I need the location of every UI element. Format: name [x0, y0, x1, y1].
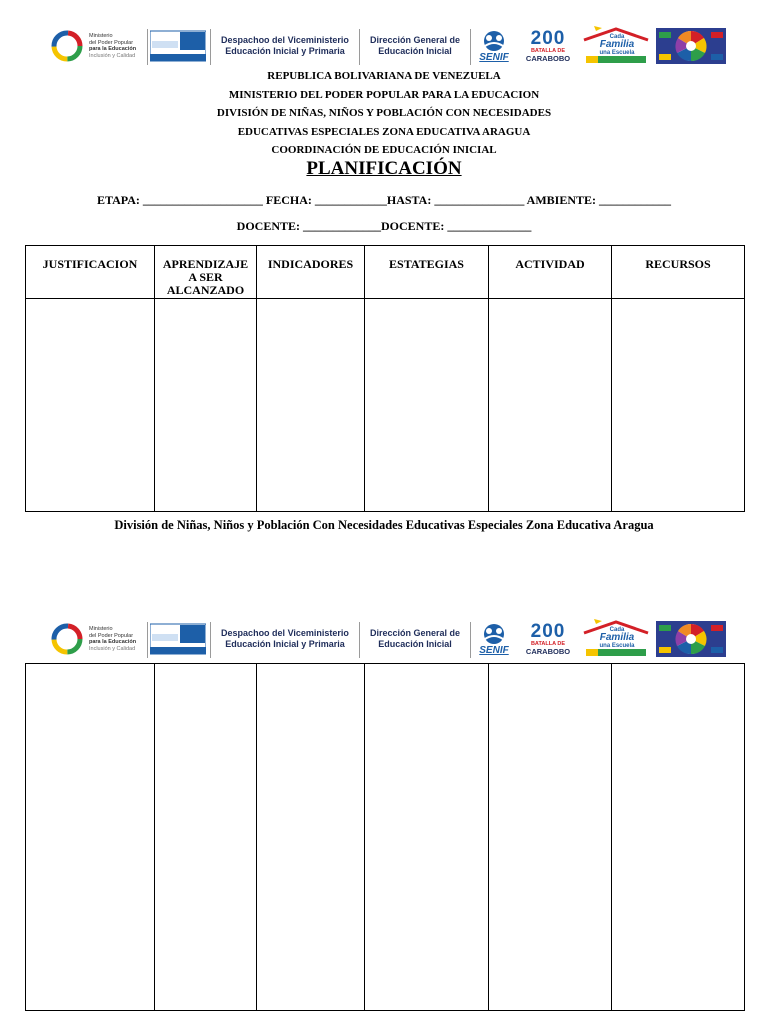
- despacho-line-1: Despachoo del Viceministerio: [221, 35, 349, 45]
- familia-logo: [580, 618, 652, 660]
- table-cell[interactable]: [257, 299, 365, 512]
- column-header: ACTIVIDAD: [489, 246, 612, 299]
- footer-text: División de Niñas, Niños y Población Con Necesidades Educativas Especiales Zona Educativa Aragua: [114, 518, 654, 532]
- column-header: ESTATEGIAS: [365, 246, 489, 299]
- column-header: RECURSOS: [612, 246, 745, 299]
- ministerio-text-2: del Poder Popular: [89, 632, 134, 639]
- planning-table: [25, 245, 745, 512]
- table-cell[interactable]: [489, 664, 612, 1011]
- banner-divider: [470, 29, 471, 65]
- familia-text-1: Cada: [609, 34, 625, 40]
- header-line-2: MINISTERIO DEL PODER POPULAR PARA LA EDUCACION: [228, 88, 540, 101]
- header-line-1: REPUBLICA BOLIVARIANA DE VENEZUELA: [267, 70, 501, 82]
- ministerio-text-2: del Poder Popular: [89, 39, 134, 46]
- banner-divider: [210, 622, 211, 658]
- direccion-text: [361, 618, 469, 660]
- senif-logo: [474, 25, 514, 67]
- ministerio-logo: [48, 25, 146, 67]
- ministerio-sub: Inclusión y Calidad: [89, 645, 136, 652]
- header-line-4: EDUCATIVAS ESPECIALES ZONA EDUCATIVA ARAGUA: [237, 125, 531, 138]
- column-header: JUSTIFICACION: [26, 246, 155, 299]
- familia-text-2: Familia: [599, 632, 635, 643]
- ministerio-text-1: Ministerio: [89, 33, 113, 39]
- despacho-text: [212, 25, 358, 67]
- ciclo-logo: [150, 25, 208, 67]
- senif-logo: [474, 618, 514, 660]
- ciclo-emblem-icon: [150, 622, 206, 656]
- table-header-row: [26, 246, 745, 299]
- banner-divider: [147, 29, 148, 65]
- bicentenario-text-2: CARABOBO: [525, 53, 571, 63]
- table-row: [26, 664, 745, 1011]
- fields-line-1: ETAPA: ____________________ FECHA: ____________HASTA: _______________ AMBIENTE: ____________: [96, 193, 671, 207]
- table-cell[interactable]: [155, 299, 257, 512]
- bicentenario-text-2: CARABOBO: [525, 646, 571, 656]
- direccion-line-2: Educación Inicial: [378, 46, 452, 56]
- despacho-line-1: Despachoo del Viceministerio: [221, 628, 349, 638]
- ministerio-sub: Inclusión y Calidad: [89, 52, 136, 59]
- ministerio-ring-icon: [48, 622, 86, 656]
- banner-divider: [147, 622, 148, 658]
- column-header: INDICADORES: [257, 246, 365, 299]
- familia-text-3: una Escuela: [599, 643, 635, 649]
- bicentenario-text-1: BATALLA DE: [530, 48, 566, 55]
- ciclo-emblem-icon: [150, 29, 206, 63]
- table-cell[interactable]: [26, 664, 155, 1011]
- ministerio-text-3: para la Educación: [89, 46, 137, 52]
- ciclo-logo: [150, 618, 208, 660]
- direccion-text: [361, 25, 469, 67]
- familia-text-2: Familia: [599, 39, 635, 50]
- direccion-line-1: Dirección General de: [369, 35, 461, 45]
- senif-emblem-icon: [478, 30, 510, 52]
- table-cell[interactable]: [489, 299, 612, 512]
- bicentenario-text-1: BATALLA DE: [530, 641, 566, 648]
- banner-divider: [470, 622, 471, 658]
- table-cell[interactable]: [612, 664, 745, 1011]
- senif-label: SENIF: [479, 51, 509, 63]
- bicentenario-logo: [518, 25, 578, 67]
- despacho-text: [212, 618, 358, 660]
- familia-text-1: Cada: [609, 627, 625, 633]
- continuation-table: [25, 663, 745, 1011]
- direccion-line-2: Educación Inicial: [378, 639, 452, 649]
- program-wheel-logo: [656, 618, 728, 660]
- table-cell[interactable]: [365, 299, 489, 512]
- table-cell[interactable]: [365, 664, 489, 1011]
- bicentenario-logo: [518, 618, 578, 660]
- fields-line-2: DOCENTE: _____________DOCENTE: ______________: [236, 219, 532, 233]
- page-title: PLANIFICACIÓN: [306, 158, 462, 179]
- banner-divider: [210, 29, 211, 65]
- familia-logo: [580, 25, 652, 67]
- table-cell[interactable]: [155, 664, 257, 1011]
- despacho-line-2: Educación Inicial y Primaria: [225, 46, 345, 56]
- bicentenario-number: 200: [530, 28, 566, 50]
- color-wheel-icon: [656, 28, 726, 64]
- second-logo-banner: [46, 618, 730, 660]
- institution-header: [0, 67, 768, 160]
- ministerio-text-1: Ministerio: [89, 626, 113, 632]
- table-cell[interactable]: [26, 299, 155, 512]
- banner-divider: [359, 622, 360, 658]
- table-cell[interactable]: [257, 664, 365, 1011]
- direccion-line-1: Dirección General de: [369, 628, 461, 638]
- table-cell[interactable]: [612, 299, 745, 512]
- ministerio-logo: [48, 618, 146, 660]
- despacho-line-2: Educación Inicial y Primaria: [225, 639, 345, 649]
- ministerio-text-3: para la Educación: [89, 639, 137, 645]
- familia-text-3: una Escuela: [599, 50, 635, 56]
- table-row: [26, 299, 745, 512]
- header-line-3: DIVISIÓN DE NIÑAS, NIÑOS Y POBLACIÓN CON NECESIDADES: [216, 107, 552, 119]
- column-header: APRENDIZAJE A SER ALCANZADO: [155, 246, 257, 299]
- program-wheel-logo: [656, 25, 728, 67]
- header-line-5: COORDINACIÓN DE EDUCACIÓN INICIAL: [271, 144, 497, 156]
- banner-divider: [359, 29, 360, 65]
- top-logo-banner: [46, 25, 730, 67]
- senif-emblem-icon: [478, 623, 510, 645]
- color-wheel-icon: [656, 621, 726, 657]
- senif-label: SENIF: [479, 644, 509, 656]
- bicentenario-number: 200: [530, 621, 566, 643]
- ministerio-ring-icon: [48, 29, 86, 63]
